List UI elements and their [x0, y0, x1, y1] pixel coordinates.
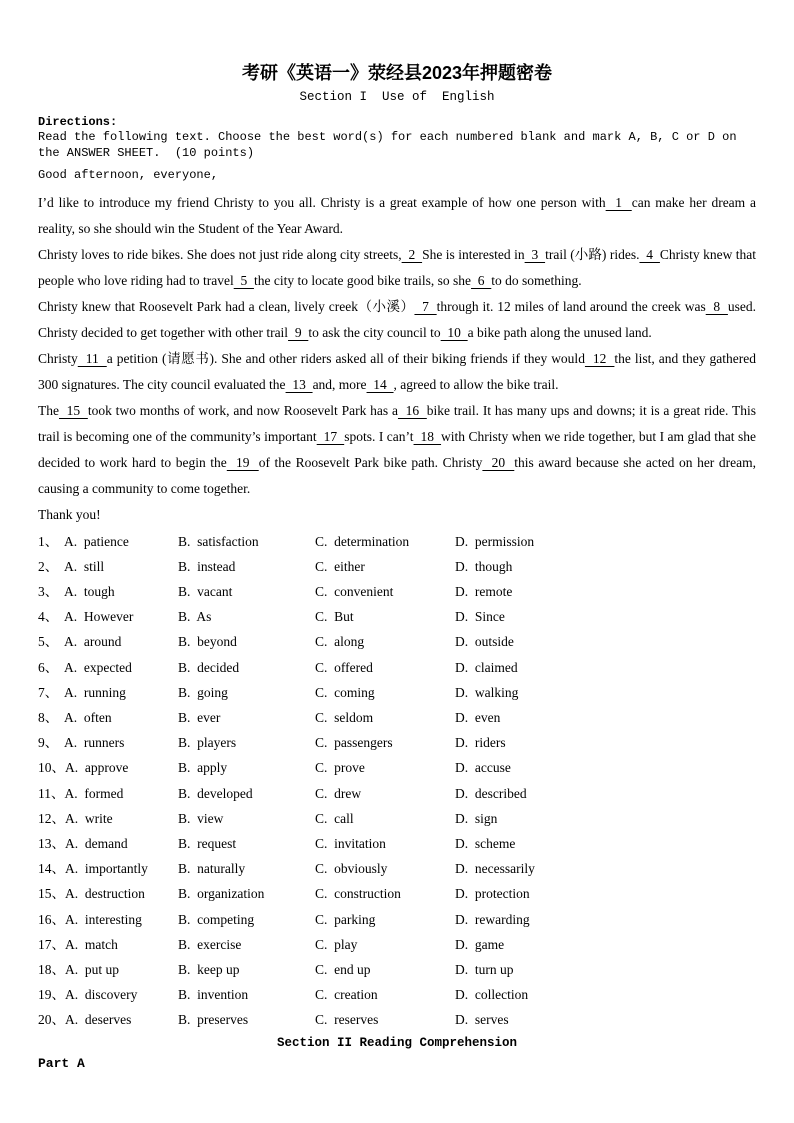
question-number: 1、	[38, 533, 59, 549]
option-b: B. preserves	[178, 1012, 249, 1028]
question-row-12	[38, 806, 756, 831]
option-b: B. vacant	[178, 583, 233, 599]
cloze-blank-3: 3	[524, 246, 546, 262]
question-cell-d	[455, 957, 756, 982]
question-cell-a	[38, 982, 178, 1007]
question-number: 8、	[38, 709, 59, 725]
question-number: 17、	[38, 936, 65, 952]
option-c: C. along	[315, 634, 365, 650]
option-c: C. reserves	[315, 1012, 379, 1028]
option-c: C. creation	[315, 987, 378, 1003]
question-cell-b	[178, 604, 315, 629]
cloze-passage	[38, 190, 756, 502]
question-cell-b	[178, 957, 315, 982]
question-cell-a	[38, 907, 178, 932]
question-cell-b	[178, 579, 315, 604]
question-cell-c	[315, 982, 455, 1007]
option-c: C. parking	[315, 911, 376, 927]
question-number: 19、	[38, 987, 65, 1003]
question-cell-d	[455, 982, 756, 1007]
cloze-blank-5: 5	[233, 272, 254, 288]
passage-closing: Thank you!	[38, 506, 101, 522]
option-b: B. going	[178, 684, 228, 700]
option-d: D. remote	[455, 583, 513, 599]
question-row-6	[38, 655, 756, 680]
option-d: D. Since	[455, 609, 505, 625]
cloze-blank-20: 20	[482, 454, 515, 470]
question-cell-a	[38, 705, 178, 730]
question-cell-b	[178, 730, 315, 755]
question-row-20	[38, 1007, 756, 1032]
question-cell-a	[38, 781, 178, 806]
option-d: D. outside	[455, 634, 514, 650]
question-number: 15、	[38, 886, 65, 902]
cloze-blank-2: 2	[401, 246, 423, 262]
option-c: C. passengers	[315, 735, 393, 751]
question-cell-d	[455, 881, 756, 906]
option-d: D. walking	[455, 684, 519, 700]
option-b: B. developed	[178, 785, 253, 801]
question-cell-d	[455, 1007, 756, 1032]
question-number: 4、	[38, 609, 59, 625]
question-number: 18、	[38, 961, 65, 977]
question-number: 14、	[38, 861, 65, 877]
question-cell-b	[178, 831, 315, 856]
question-row-18	[38, 957, 756, 982]
option-a: A. tough	[64, 583, 115, 599]
question-row-7	[38, 680, 756, 705]
option-a: A. interesting	[65, 911, 142, 927]
question-cell-a	[38, 957, 178, 982]
page-title: 考研《英语一》荥经县2023年押题密卷	[241, 63, 553, 83]
cloze-blank-10: 10	[440, 324, 468, 340]
question-number: 9、	[38, 735, 59, 751]
question-number: 7、	[38, 684, 59, 700]
question-row-13	[38, 831, 756, 856]
question-cell-c	[315, 554, 455, 579]
option-a: A. approve	[65, 760, 129, 776]
question-number: 12、	[38, 810, 65, 826]
question-cell-a	[38, 932, 178, 957]
question-cell-c	[315, 604, 455, 629]
option-d: D. serves	[455, 1012, 509, 1028]
directions-label: Directions:	[38, 114, 118, 129]
option-c: C. coming	[315, 684, 375, 700]
question-cell-c	[315, 957, 455, 982]
option-b: B. decided	[178, 659, 240, 675]
option-d: D. riders	[455, 735, 506, 751]
cloze-blank-6: 6	[471, 272, 492, 288]
option-a: A. still	[64, 558, 105, 574]
option-a: A. write	[65, 810, 113, 826]
question-cell-b	[178, 655, 315, 680]
question-cell-b	[178, 755, 315, 780]
option-d: D. accuse	[455, 760, 511, 776]
option-d: D. necessarily	[455, 861, 535, 877]
option-d: D. game	[455, 936, 505, 952]
question-cell-c	[315, 881, 455, 906]
cloze-blank-4: 4	[639, 246, 660, 262]
question-cell-b	[178, 529, 315, 554]
option-c: C. seldom	[315, 709, 374, 725]
question-cell-b	[178, 881, 315, 906]
section1-heading: Section I Use of English	[299, 90, 495, 104]
option-b: B. invention	[178, 987, 249, 1003]
option-c: C. call	[315, 810, 354, 826]
option-b: B. ever	[178, 709, 221, 725]
option-b: B. organization	[178, 886, 265, 902]
question-cell-d	[455, 655, 756, 680]
question-cell-d	[455, 932, 756, 957]
passage-paragraph: The 15 took two months of work, and now Roosevelt Park has a 16 bike trail. It has many ups and downs; it is a great ride. This trail is becoming one of the community’s important 17 spots. I can’t 18 with Christy when we ride together, but I am glad that she decided to work hard to begin the 19 of the Roosevelt Park bike path. Christy 20 this award because she acted on her dream, causing a community to come together.	[38, 402, 757, 496]
option-c: C. invitation	[315, 835, 386, 851]
option-b: B. instead	[178, 558, 236, 574]
option-b: B. satisfaction	[178, 533, 259, 549]
question-number: 2、	[38, 558, 59, 574]
question-cell-d	[455, 831, 756, 856]
question-cell-c	[315, 781, 455, 806]
option-c: C. But	[315, 609, 354, 625]
question-row-9	[38, 730, 756, 755]
question-cell-a	[38, 755, 178, 780]
option-b: B. keep up	[178, 961, 240, 977]
option-d: D. even	[455, 709, 501, 725]
passage-paragraph: Christy 11 a petition (请愿书). She and other riders asked all of their biking friends if they would 12 the list, and they gathered 300 signatures. The city council evaluated the 13 and, more 14 , agreed to allow the bike trail.	[38, 350, 756, 392]
option-b: B. competing	[178, 911, 255, 927]
option-a: A. deserves	[65, 1012, 132, 1028]
question-cell-a	[38, 554, 178, 579]
option-b: B. view	[178, 810, 224, 826]
question-cell-d	[455, 604, 756, 629]
question-row-1	[38, 529, 756, 554]
question-cell-c	[315, 932, 455, 957]
question-cell-c	[315, 856, 455, 881]
option-d: D. permission	[455, 533, 535, 549]
question-cell-b	[178, 554, 315, 579]
question-cell-a	[38, 680, 178, 705]
question-cell-b	[178, 856, 315, 881]
question-number: 5、	[38, 634, 59, 650]
option-a: A. patience	[64, 533, 129, 549]
option-d: D. claimed	[455, 659, 518, 675]
question-number: 13、	[38, 835, 65, 851]
question-cell-b	[178, 806, 315, 831]
question-cell-a	[38, 604, 178, 629]
question-cell-b	[178, 705, 315, 730]
option-d: D. turn up	[455, 961, 514, 977]
option-a: A. demand	[65, 835, 128, 851]
cloze-blank-9: 9	[288, 324, 309, 340]
cloze-blank-16: 16	[397, 402, 427, 418]
cloze-blank-18: 18	[413, 428, 442, 444]
question-row-5	[38, 629, 756, 654]
option-c: C. prove	[315, 760, 365, 776]
option-a: A. put up	[65, 961, 119, 977]
question-cell-c	[315, 705, 455, 730]
question-number: 6、	[38, 659, 59, 675]
question-cell-d	[455, 629, 756, 654]
question-cell-b	[178, 1007, 315, 1032]
passage-paragraph: Christy knew that Roosevelt Park had a clean, lively creek（小溪） 7 through it. 12 miles of land around the creek was 8 used. Christy decided to get together with other trail 9 to ask the city council to 10 a bike path along the unused land.	[38, 298, 757, 340]
question-number: 11、	[38, 785, 65, 801]
question-cell-c	[315, 806, 455, 831]
question-cell-c	[315, 1007, 455, 1032]
cloze-blank-14: 14	[366, 376, 394, 392]
question-cell-d	[455, 781, 756, 806]
question-cell-a	[38, 579, 178, 604]
option-d: D. protection	[455, 886, 530, 902]
question-cell-c	[315, 655, 455, 680]
question-row-3	[38, 579, 756, 604]
question-cell-b	[178, 781, 315, 806]
cloze-blank-13: 13	[285, 376, 313, 392]
question-row-10	[38, 755, 756, 780]
question-cell-c	[315, 831, 455, 856]
cloze-blank-19: 19	[226, 454, 259, 470]
question-cell-d	[455, 705, 756, 730]
cloze-blank-15: 15	[59, 402, 88, 418]
question-cell-b	[178, 932, 315, 957]
section2-heading: Section II Reading Comprehension	[276, 1035, 518, 1050]
question-cell-a	[38, 806, 178, 831]
cloze-blank-1: 1	[605, 194, 632, 210]
option-c: C. convenient	[315, 583, 394, 599]
option-d: D. collection	[455, 987, 529, 1003]
question-cell-d	[455, 755, 756, 780]
question-row-2	[38, 554, 756, 579]
question-row-17	[38, 932, 756, 957]
option-b: B. naturally	[178, 861, 246, 877]
cloze-blank-17: 17	[316, 428, 345, 444]
option-b: B. apply	[178, 760, 228, 776]
question-cell-d	[455, 680, 756, 705]
option-c: C. end up	[315, 961, 371, 977]
question-row-15	[38, 881, 756, 906]
question-cell-d	[455, 730, 756, 755]
question-number: 20、	[38, 1012, 65, 1028]
question-cell-c	[315, 680, 455, 705]
option-d: D. scheme	[455, 835, 516, 851]
option-a: A. importantly	[65, 861, 148, 877]
question-cell-a	[38, 881, 178, 906]
option-b: B. As	[178, 609, 212, 625]
cloze-blank-12: 12	[584, 350, 615, 366]
question-cell-b	[178, 629, 315, 654]
question-cell-d	[455, 529, 756, 554]
option-c: C. obviously	[315, 861, 388, 877]
question-cell-a	[38, 529, 178, 554]
option-c: C. offered	[315, 659, 373, 675]
question-cell-c	[315, 629, 455, 654]
passage-paragraph: Christy loves to ride bikes. She does not just ride along city streets, 2 She is interested in 3 trail (小路) rides. 4 Christy knew that people who love riding had to travel 5 the city to locate good bike trails, so she 6 to do something.	[38, 246, 757, 288]
question-cell-d	[455, 579, 756, 604]
option-b: B. beyond	[178, 634, 237, 650]
cloze-blank-7: 7	[414, 298, 437, 314]
question-cell-d	[455, 856, 756, 881]
question-cell-a	[38, 1007, 178, 1032]
option-a: A. expected	[64, 659, 132, 675]
option-d: D. sign	[455, 810, 498, 826]
option-c: C. determination	[315, 533, 410, 549]
option-c: C. play	[315, 936, 358, 952]
option-b: B. request	[178, 835, 237, 851]
question-row-11	[38, 781, 756, 806]
option-a: A. discovery	[65, 987, 138, 1003]
question-row-19	[38, 982, 756, 1007]
question-cell-b	[178, 907, 315, 932]
cloze-blank-8: 8	[705, 298, 728, 314]
question-cell-c	[315, 755, 455, 780]
option-c: C. either	[315, 558, 365, 574]
question-row-8	[38, 705, 756, 730]
directions-text: Read the following text. Choose the best word(s) for each numbered blank and mark A, B, C or D on the ANSWER SHEET. (10 points)	[38, 130, 744, 160]
question-cell-d	[455, 554, 756, 579]
question-cell-b	[178, 982, 315, 1007]
question-number: 10、	[38, 760, 65, 776]
question-cell-c	[315, 730, 455, 755]
option-a: A. often	[64, 709, 112, 725]
option-a: A. However	[64, 609, 134, 625]
question-row-4	[38, 604, 756, 629]
question-row-14	[38, 856, 756, 881]
option-a: A. match	[65, 936, 118, 952]
passage-greeting: Good afternoon, everyone,	[38, 168, 219, 182]
option-a: A. around	[64, 634, 122, 650]
question-number: 3、	[38, 583, 59, 599]
question-cell-c	[315, 907, 455, 932]
question-cell-a	[38, 629, 178, 654]
question-number: 16、	[38, 911, 65, 927]
option-c: C. construction	[315, 886, 401, 902]
option-a: A. runners	[64, 735, 125, 751]
passage-paragraph: I’d like to introduce my friend Christy to you all. Christy is a great example of how one person with 1 can make her dream a reality, so she should win the Student of the Year Award.	[38, 194, 757, 236]
option-c: C. drew	[315, 785, 362, 801]
option-b: B. exercise	[178, 936, 242, 952]
option-d: D. described	[455, 785, 527, 801]
option-d: D. rewarding	[455, 911, 530, 927]
question-cell-d	[455, 907, 756, 932]
question-cell-c	[315, 529, 455, 554]
question-cell-b	[178, 680, 315, 705]
questions-list	[38, 529, 756, 1033]
part-a-label: Part A	[38, 1056, 85, 1072]
question-cell-a	[38, 856, 178, 881]
option-a: A. formed	[64, 785, 124, 801]
option-a: A. running	[64, 684, 126, 700]
cloze-blank-11: 11	[77, 350, 107, 366]
question-cell-c	[315, 579, 455, 604]
question-cell-a	[38, 730, 178, 755]
option-b: B. players	[178, 735, 237, 751]
question-cell-d	[455, 806, 756, 831]
question-cell-a	[38, 655, 178, 680]
question-row-16	[38, 907, 756, 932]
option-a: A. destruction	[65, 886, 145, 902]
option-d: D. though	[455, 558, 513, 574]
question-cell-a	[38, 831, 178, 856]
